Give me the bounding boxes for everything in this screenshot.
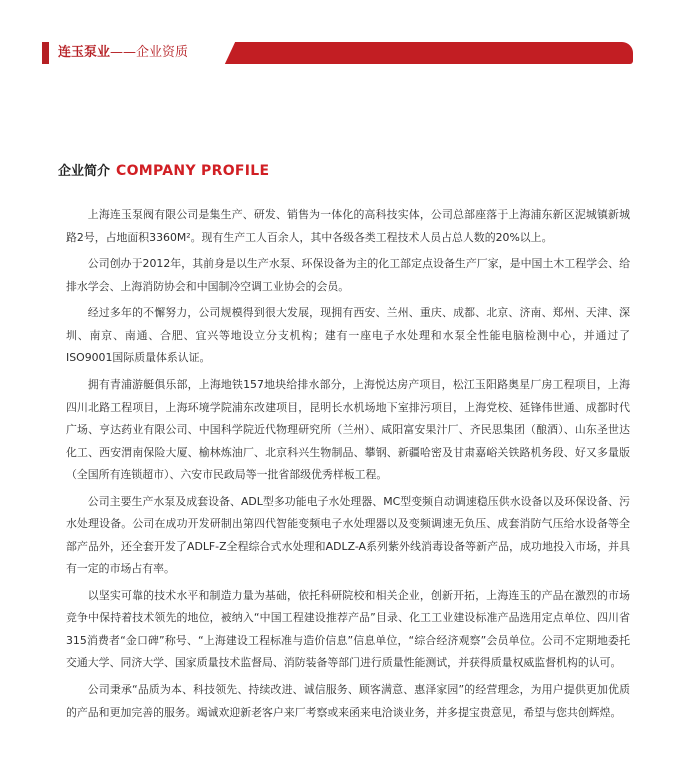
header-accent-block [42,42,49,64]
section-title-en: COMPANY PROFILE [116,163,270,179]
section-heading [58,160,269,179]
paragraph-philosophy: 公司秉承“品质为本、科技领先、持续改进、诚信服务、顾客满意、惠泽家园”的经营理念，为用户提供更加优质的产品和更加完善的服务。竭诚欢迎新老客户来厂考察或来函来电洽谈业务，并多提宝贵意见，希望与您共创辉煌。 [66,683,630,719]
header-brand: 连玉泵业 [58,45,111,60]
paragraph-intro: 上海连玉泵阀有限公司是集生产、研发、销售为一体化的高科技实体，公司总部座落于上海浦东新区泥城镇新城路2号，占地面积3360M²。现有生产工人百余人，其中各级各类工程技术人员占总人数的20%以上。 [66,208,630,244]
paragraph-history: 公司创办于2012年，其前身是以生产水泵、环保设备为主的化工部定点设备生产厂家，是中国土木工程学会、给排水学会、上海消防协会和中国制冷空调工业协会的会员。 [66,257,630,293]
header-title [58,44,188,62]
section-title-cn: 企业简介 [58,164,111,179]
header-subtitle: 企业资质 [136,45,189,60]
paragraph-projects: 拥有青浦游艇俱乐部，上海地铁157地块给排水部分，上海悦达房产项目，松江玉阳路奥星厂房工程项目，上海四川北路工程项目，上海环境学院浦东改建项目，昆明长水机场地下室排污项目，上海党校、延锋伟世通、成都时代广场、亨达药业有限公司、中国科学院近代物理研究所（兰州）、咸阳富安果汁厂、齐民思集团（酿酒）、山东圣世达化工、西安渭南保险大厦、榆林炼油厂、北京科兴生物制品、攀钢、新疆哈密及甘肃嘉峪关铁路机务段、好又多量版（全国所有连锁超市）、六安市民政局等一批省部级优秀样板工程。 [66,378,630,482]
header-bar [42,42,633,64]
paragraph-technology: 以坚实可靠的技术水平和制造力量为基础，依托科研院校和相关企业，创新开拓，上海连玉的产品在激烈的市场竞争中保持着技术领先的地位，被纳入“中国工程建设推荐产品”目录、化工工业建设标准产品选用定点单位、四川省315消费者“金口碑”称号、“上海建设工程标准与造价信息”信息单位，“综合经济观察”会员单位。公司不定期地委托交通大学、同济大学、国家质量技术监督局、消防装备等部门进行质量性能测试，并获得质量权威监督机构的认可。 [66,588,630,670]
profile-body [66,204,630,728]
header-separator: —— [110,45,137,60]
header-red-band [238,42,633,64]
paragraph-products: 公司主要生产水泵及成套设备、ADL型多功能电子水处理器、MC型变频自动调速稳压供水设备以及环保设备、污水处理设备。公司在成功开发研制出第四代智能变频电子水处理器以及变频调速无负压、成套消防气压给水设备等全部产品外，还全套开发了ADLF-Z全程综合式水处理和ADLZ-A系列紫外线消毒设备等新产品，成功地投入市场，并具有一定的市场占有率。 [66,494,630,576]
paragraph-branches: 经过多年的不懈努力，公司规模得到很大发展，现拥有西安、兰州、重庆、成都、北京、济南、郑州、天津、深圳、南京、南通、合肥、宜兴等地设立分支机构；建有一座电子水处理和水泵全性能电脑检测中心，并通过了ISO9001国际质量体系认证。 [66,306,630,365]
